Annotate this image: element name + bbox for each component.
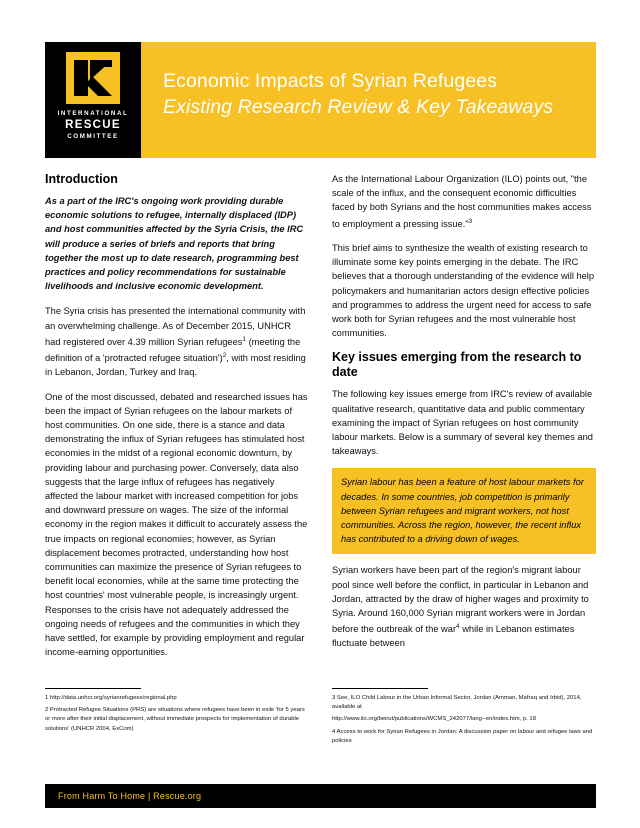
footnote-item: 1 http://data.unhcr.org/syrianrefugees/regional.php	[45, 695, 177, 701]
footnote-ref-1: 1	[242, 335, 246, 343]
footnotes-left	[45, 688, 309, 749]
footnote-ref-2: 2	[222, 352, 227, 360]
footnotes-right	[332, 688, 596, 749]
document-footer	[45, 784, 596, 808]
left-column	[45, 172, 309, 669]
right-column	[332, 172, 596, 669]
footnote-item: http://www.ilo.org/beirut/publications/WCMS_242077/lang--en/index.htm, p. 18	[332, 716, 536, 723]
two-column-layout	[45, 172, 596, 669]
para-text-a: As the International Labour Organization (ILO) points out, "the scale of the influx, and the consequent economic difficulties faced by both Syrians and the host communities makes access to employment a pressing issue."	[332, 174, 592, 229]
footer-tagline: From Harm To Home | Rescue.org	[58, 791, 202, 801]
para-text-c: , with most residing in Lebanon, Jordan, Turkey and Iraq.	[45, 353, 306, 378]
key-issues-heading: Key issues emerging from the research to date	[332, 350, 582, 380]
logo-line-3: COMMITTEE	[67, 133, 119, 140]
footnote-item: 3 See, ILO Child Labour in the Urban Informal Sector, Jordan (Amman, Mafraq and Irbid), 2014, available at	[332, 695, 582, 711]
footnote-item: 2 Protracted Refugee Situations (PRS) are situations where refugees have been in exile 'for 5 years or more after their initial displacement, without immediate prospects for implementation of durable solutions' (UNHCR 2004, ExCom)	[45, 707, 305, 732]
paragraph-ilo-quote	[332, 172, 596, 231]
para-text-a: The Syria crisis has presented the international community with an overwhelming challenge. As of December 2015, UNHCR had registered over 4.39 million Syrian refugees	[45, 306, 306, 347]
para-text-b: (meeting the definition of a 'protracted refugee situation')	[45, 336, 301, 364]
paragraph-labour-markets: One of the most discussed, debated and researched issues has been the impact of Syrian refugees on the labour markets of host communities. On one side, there is a stance and data demonstrating the influx of Syrian refugees has stimulated host economies in the midst of a regional economic downturn, by providing labour and purchasing power. Conversely, data also suggests that the large influx of refugees has negatively affected the labour market with increased competition for jobs and downward pressure on wages. The size of the informal economy in the region makes it difficult to accurately assess the true impacts on regional economies; however, as Syrian displacement becomes protracted, understanding how host communities can maximize the presence of Syrian refugees to benefit local economies, while at the same time protecting the host countries' most vulnerable people, is increasingly urgent. Responses to the crisis have not adequately addressed the ongoing needs of refugees and the communities in which they have settled, for example by providing employment and regular income-earning opportunities.	[45, 391, 308, 658]
introduction-heading: Introduction	[45, 172, 118, 186]
paragraph-syria-crisis	[45, 304, 309, 379]
callout-highlight: Syrian labour has been a feature of host labour markets for decades. In some countries, job competition is primarily between Syrian refugees and migrant workers, not host communities. Across the region, however, the recent influx has contributed to a driving down of wages.	[332, 468, 596, 554]
footnotes-area	[45, 688, 596, 749]
footnote-ref-3: 3	[468, 217, 473, 225]
para-text-b: while in Lebanon estimates fluctuate between	[332, 624, 575, 649]
document-title: Economic Impacts of Syrian Refugees	[163, 70, 498, 92]
paragraph-key-issues-intro: The following key issues emerge from IRC's review of available qualitative research, quantitative data and public commentary examining the impact of Syrian refugees on host community labour markets. Below is a summary of several key themes and takeaways.	[332, 389, 593, 457]
para-text-a: Syrian workers have been part of the region's migrant labour pool since well before the conflict, in particular in Lebanon and Jordan, attracted by the draw of higher wages and proximity to Syria. Around 160,000 Syrian migrant workers were in Jordan before the outbreak of the war	[332, 565, 589, 635]
paragraph-syrian-workers	[332, 563, 596, 650]
footnote-item: 4 Access to work for Syrian Refugees in Jordan: A discussion paper on labour and refugee laws and policies	[332, 728, 593, 744]
logo-line-2: RESCUE	[65, 119, 121, 131]
logo-line-1: INTERNATIONAL	[57, 110, 129, 117]
irc-logo	[45, 42, 141, 158]
paragraph-brief-aims: This brief aims to synthesize the wealth of existing research to illuminate some key points emerging in the debate. The IRC believes that a thorough understanding of the evidence will help policymakers and humanitarian actors design effective policies and programmes to address the urgent need for access to safe work both for Syrian refugees and the most vulnerable host communities.	[332, 242, 595, 339]
document-subtitle: Existing Research Review & Key Takeaways	[163, 96, 554, 118]
irc-logo-mark-icon	[66, 52, 120, 104]
footnote-divider	[332, 688, 428, 689]
document-body	[45, 172, 596, 669]
header-title-block	[141, 42, 596, 158]
irc-logo-text	[58, 109, 129, 141]
document-header	[45, 42, 596, 158]
footnote-ref-4: 4	[456, 623, 460, 631]
footnote-divider	[45, 688, 141, 689]
introduction-lead-paragraph: As a part of the IRC's ongoing work providing durable economic solutions to refugee, internally displaced (IDP) and host communities affected by the Syria Crisis, the IRC will produce a series of briefs and reports that bring together the most up to date research, programming best practices and policy recommendations for sustainable livelihoods and inclusive economic development.	[45, 196, 304, 292]
